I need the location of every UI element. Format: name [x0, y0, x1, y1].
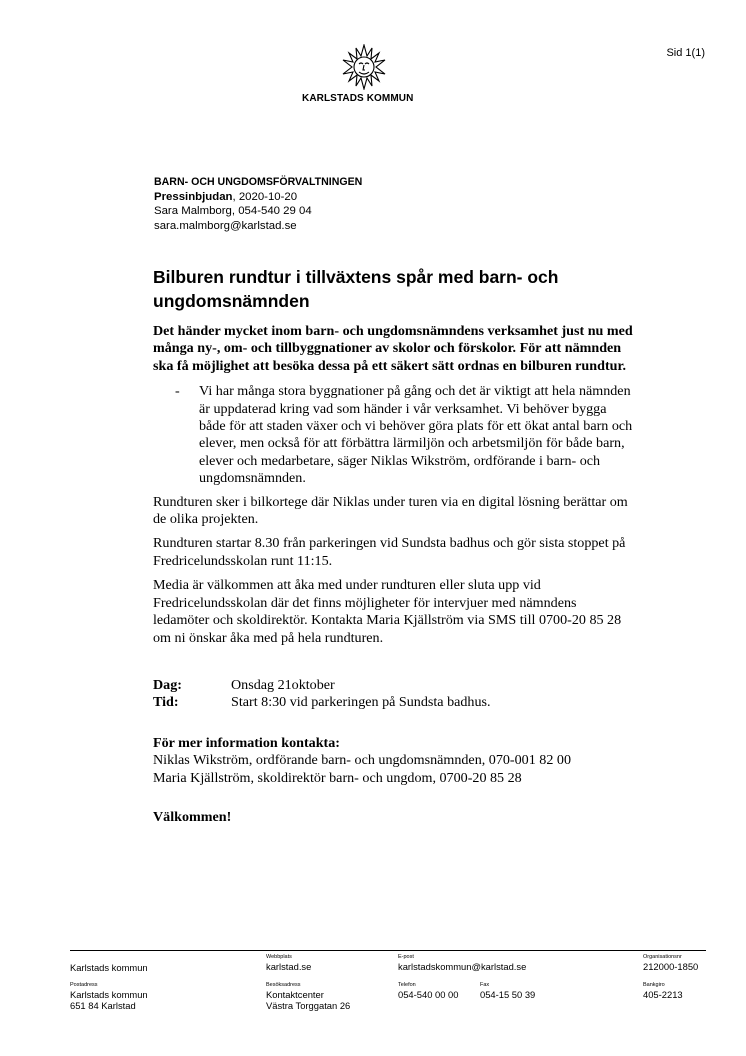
contact-email: sara.malmborg@karlstad.se: [154, 219, 297, 232]
contact-line: Maria Kjällström, skoldirektör barn- och ungdom, 0700-20 85 28: [153, 769, 522, 786]
footer-name-block: [70, 962, 148, 973]
contact-person: Sara Malmborg, 054-540 29 04: [154, 205, 312, 217]
contact-heading: För mer information kontakta:: [153, 734, 340, 751]
doc-type: Pressinbjudan: [154, 190, 233, 203]
footer-besoksadress-1: Kontaktcenter: [266, 989, 324, 1000]
paragraph: Rundturen startar 8.30 från parkeringen vid Sundsta badhus och gör sista stoppet på Fredricelundsskolan runt 11:15.: [153, 535, 626, 569]
footer-webbplats-label: Webbplats: [266, 954, 292, 960]
footer-besoksadress-2: Västra Torggatan 26: [266, 1000, 351, 1011]
footer-bankgiro-block: [643, 982, 683, 1000]
footer-postadress-2: 651 84 Karlstad: [70, 1000, 136, 1011]
day-label: Dag:: [153, 676, 182, 693]
closing: Välkommen!: [153, 808, 232, 825]
sun-face-icon: [341, 44, 387, 90]
time-value: Start 8:30 vid parkeringen på Sundsta badhus.: [231, 694, 491, 711]
footer-telefon: 054-540 00 00: [398, 989, 459, 1000]
quote-paragraph: [153, 383, 633, 487]
footer-besoksadress-block: [266, 982, 350, 1011]
footer-orgnr-block: [643, 954, 698, 972]
time-label: Tid:: [153, 694, 179, 711]
document-header: [154, 175, 362, 233]
footer-bankgiro: 405-2213: [643, 989, 683, 1000]
footer-epost: karlstadskommun@karlstad.se: [398, 961, 527, 972]
footer-postadress-block: [70, 982, 148, 1011]
footer-orgnr: 212000-1850: [643, 961, 699, 972]
footer-fax-label: Fax: [480, 982, 490, 988]
footer-telefon-block: [398, 982, 458, 1000]
footer-name: Karlstads kommun: [70, 962, 148, 973]
page-title: Bilburen rundtur i tillväxtens spår med barn- och ungdomsnämnden: [153, 267, 559, 311]
quote-text: Vi har många stora byggnationer på gång och det är viktigt att hela nämnden är uppdaterad kring vad som händer i vår verksamhet. Vi behöver bygga både för att staden växer och vi behöver göra plats för ett ökat antal barn och elever, men också för att förbättra lärmiljön och arbetsmiljön för både barn, elever och medarbetare, säger Niklas Wikström, ordförande i barn- och ungdomsnämnden.: [199, 383, 633, 487]
paragraph: Media är välkommen att åka med under rundturen eller sluta upp vid Fredricelundsskolan där det finns möjligheter för intervjuer med nämndens ledamöter och skoldirektör. Kontakta Maria Kjällström via SMS till 0700-20 85 28 om ni önskar åka med på hela rundturen.: [153, 577, 622, 646]
department-name: BARN- OCH UNGDOMSFÖRVALTNINGEN: [154, 176, 363, 188]
footer-epost-block: [398, 954, 526, 972]
paragraph: Rundturen sker i bilkortege där Niklas under turen via en digital lösning berättar om de olika projekten.: [153, 493, 628, 528]
doc-date: , 2020-10-20: [232, 190, 298, 203]
footer-bankgiro-label: Bankgiro: [643, 982, 665, 988]
footer-webbplats: karlstad.se: [266, 961, 312, 972]
footer-fax-block: [480, 982, 535, 1000]
doc-type-line: [154, 190, 362, 205]
org-name: KARLSTADS KOMMUN: [302, 93, 414, 104]
event-day-row: [153, 677, 633, 694]
footer-fax: 054-15 50 39: [480, 989, 536, 1000]
footer-webbplats-block: [266, 954, 311, 972]
day-value: Onsdag 21oktober: [231, 676, 335, 693]
footer-divider: [70, 950, 706, 951]
footer-postadress-1: Karlstads kommun: [70, 989, 148, 1000]
contact-line: Niklas Wikström, ordförande barn- och ungdomsnämnden, 070-001 82 00: [153, 752, 571, 769]
footer-epost-label: E-post: [398, 954, 414, 960]
footer-orgnr-label: Organisationsnr: [643, 954, 682, 960]
footer-besoksadress-label: Besöksadress: [266, 982, 301, 988]
quote-dash: -: [175, 383, 180, 400]
lead-paragraph: Det händer mycket inom barn- och ungdomsnämndens verksamhet just nu med många ny-, om- och tillbyggnationer av skolor och förskolor. För att nämnden ska få möjlighet att besöka dessa på ett säkert sätt ordnas en bilburen rundtur.: [153, 323, 633, 374]
page-number: Sid 1(1): [666, 47, 705, 59]
footer-postadress-label: Postadress: [70, 982, 98, 988]
document-body: [153, 323, 633, 826]
footer-telefon-label: Telefon: [398, 982, 416, 988]
event-time-row: [153, 694, 633, 711]
